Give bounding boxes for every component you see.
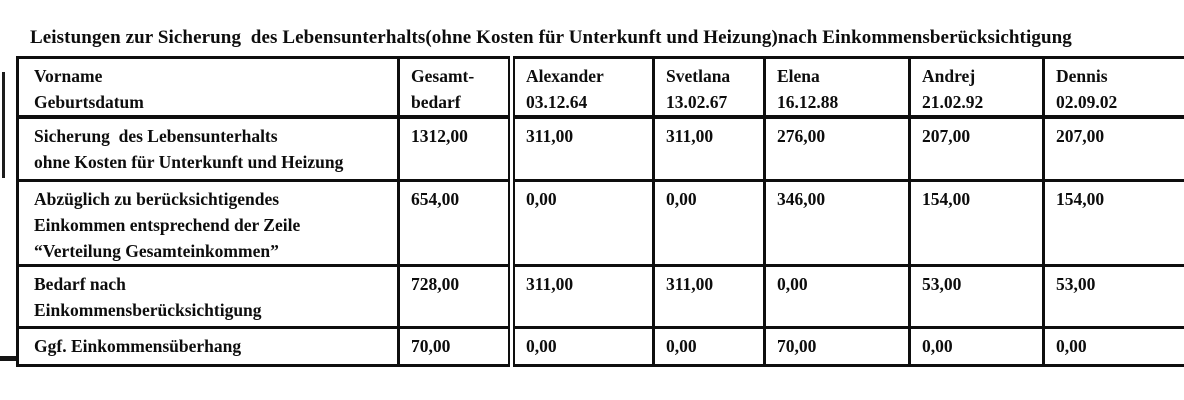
table-cell [1044, 117, 1184, 180]
table-cell [765, 180, 910, 265]
cell-value: 654,00 [411, 188, 460, 209]
cell-value: 311,00 [666, 273, 714, 294]
table-cell [399, 327, 512, 365]
table-cell [765, 117, 910, 180]
cell-value: 0,00 [666, 188, 697, 209]
cell-value: 0,00 [526, 188, 557, 209]
cell-value: 53,00 [922, 273, 962, 294]
table-cell [654, 180, 765, 265]
table-cell [1044, 180, 1184, 265]
cell-value: 70,00 [777, 335, 817, 356]
table-cell [399, 265, 512, 327]
header-line: 21.02.92 [922, 92, 984, 112]
scan-artifact-left-edge [2, 72, 5, 178]
table-cell [910, 180, 1044, 265]
cell-value: 1312,00 [411, 126, 468, 146]
table-cell [1044, 265, 1184, 327]
row-label-line: “Verteilung Gesamteinkommen” [34, 240, 279, 261]
table-cell [512, 327, 654, 365]
row-label [18, 327, 399, 365]
header-line: 16.12.88 [777, 92, 839, 112]
table-cell [654, 327, 765, 365]
table-cell [765, 265, 910, 327]
row-label [18, 180, 399, 265]
row-label-line: ohne Kosten für Unterkunft und Heizung [34, 152, 344, 172]
column-header-andrej [910, 58, 1044, 118]
table-row-sicherung-lebensunterhalt [18, 117, 1184, 180]
cell-value: 0,00 [922, 335, 953, 356]
header-line: bedarf [411, 92, 461, 112]
table-row-einkommensueberhang [18, 327, 1184, 365]
cell-value: 70,00 [411, 335, 451, 356]
header-line: Svetlana [666, 66, 731, 86]
table-cell [399, 180, 512, 265]
table-cell [765, 327, 910, 365]
cell-value: 728,00 [411, 273, 460, 294]
cell-value: 53,00 [1056, 273, 1096, 294]
benefits-table [16, 56, 1184, 367]
column-header-svetlana [654, 58, 765, 118]
row-label [18, 265, 399, 327]
document-title: Leistungen zur Sicherung des Lebensunterhalts(ohne Kosten für Unterkunft und Heizung)nach Einkommensberücksichtigung [30, 27, 1072, 48]
table-row-bedarf-nach-beruecksichtigung [18, 265, 1184, 327]
cell-value: 276,00 [777, 126, 826, 146]
row-label-line: Sicherung des Lebensunterhalts [34, 126, 278, 146]
cell-value: 311,00 [526, 273, 574, 294]
cell-value: 207,00 [922, 126, 971, 146]
table-cell [910, 327, 1044, 365]
column-header-alexander [512, 58, 654, 118]
cell-value: 0,00 [777, 273, 808, 294]
table-cell [512, 180, 654, 265]
table-cell [399, 117, 512, 180]
table-cell [654, 117, 765, 180]
row-label-line: Abzüglich zu berücksichtigendes [34, 188, 280, 209]
cell-value: 346,00 [777, 188, 826, 209]
row-label-line: Ggf. Einkommensüberhang [34, 335, 242, 356]
scan-artifact-bottom-left [0, 356, 17, 361]
table-cell [910, 265, 1044, 327]
header-line: Gesamt- [411, 66, 475, 86]
header-line: 02.09.02 [1056, 92, 1118, 112]
header-line: Dennis [1056, 66, 1108, 86]
header-line: 13.02.67 [666, 92, 728, 112]
cell-value: 311,00 [666, 126, 714, 146]
header-line: 03.12.64 [526, 92, 588, 112]
cell-value: 0,00 [666, 335, 697, 356]
header-line: Elena [777, 66, 820, 86]
header-line: Vorname [34, 66, 103, 86]
column-header-elena [765, 58, 910, 118]
row-label [18, 117, 399, 180]
column-header-dennis [1044, 58, 1184, 118]
table-row-abzueglich-einkommen [18, 180, 1184, 265]
row-label-line: Einkommensberücksichtigung [34, 299, 262, 320]
row-label-line: Bedarf nach [34, 273, 126, 294]
column-header-gesamtbedarf [399, 58, 512, 118]
cell-value: 154,00 [922, 188, 971, 209]
cell-value: 207,00 [1056, 126, 1105, 146]
table-cell [512, 117, 654, 180]
cell-value: 311,00 [526, 126, 574, 146]
cell-value: 0,00 [526, 335, 557, 356]
table-cell [654, 265, 765, 327]
row-label-line: Einkommen entsprechend der Zeile [34, 214, 301, 235]
header-line: Andrej [922, 66, 976, 86]
header-line: Alexander [526, 66, 604, 86]
table-cell [1044, 327, 1184, 365]
header-line: Geburtsdatum [34, 92, 144, 112]
column-header-vorname-geburtsdatum [18, 58, 399, 118]
table-header-row [18, 58, 1184, 118]
cell-value: 0,00 [1056, 335, 1087, 356]
table-cell [910, 117, 1044, 180]
table-cell [512, 265, 654, 327]
cell-value: 154,00 [1056, 188, 1105, 209]
